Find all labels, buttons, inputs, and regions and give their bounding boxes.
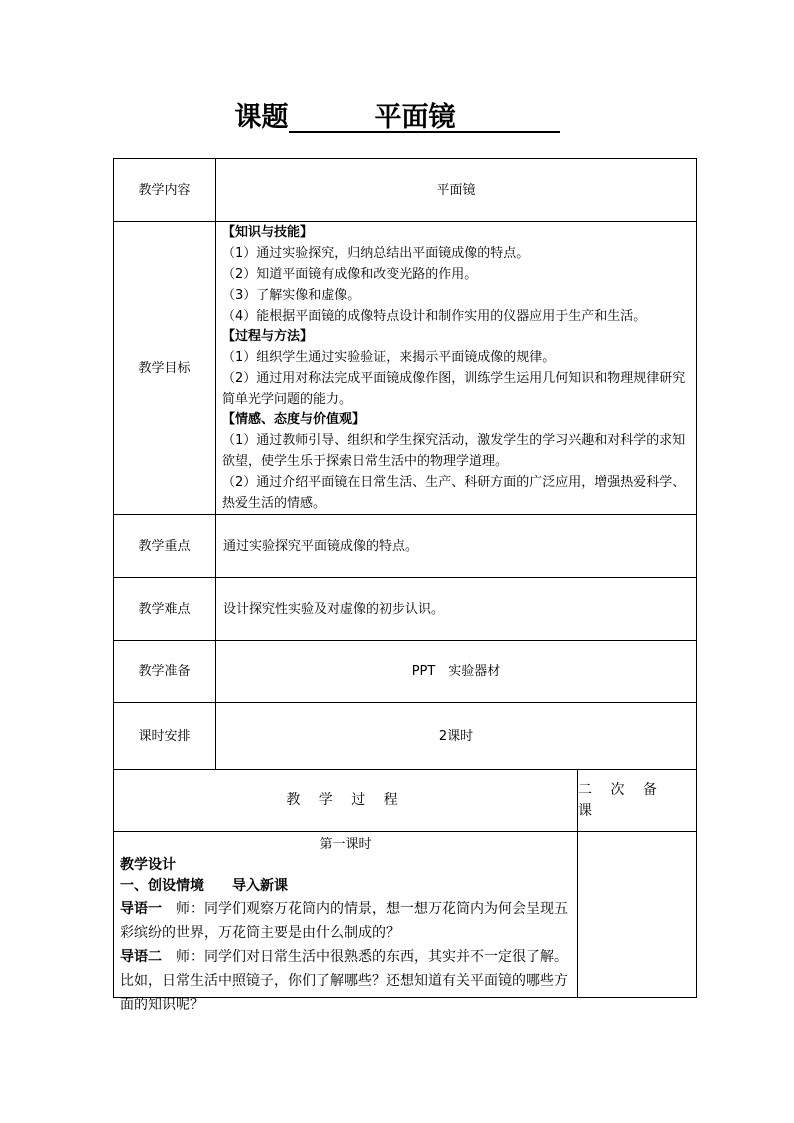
page-title (0, 98, 794, 138)
goals-item: （1）通过实验探究，归纳总结出平面镜成像的特点。 (222, 246, 530, 261)
goals-item: （2）通过介绍平面镜在日常生活、生产、科研方面的广泛应用，增强热爱科学、热爱生活的情感。 (222, 475, 686, 511)
intro-two-text: 师：同学们对日常生活中很熟悉的东西，其实并不一定很了解。比如，日常生活中照镜子，你们了解哪些？还想知道有关平面镜的哪些方面的知识呢？ (120, 949, 568, 1013)
title-underline-left (289, 98, 375, 133)
intro-one-text: 师：同学们观察万花筒内的情景，想一想万花筒内为何会呈现五彩缤纷的世界，万花筒主要是由什么制成的？ (120, 901, 568, 941)
prep-label: 教学准备 (138, 664, 191, 679)
goals-item: （2）知道平面镜有成像和改变光路的作用。 (222, 267, 478, 282)
content-value: 平面镜 (436, 182, 476, 198)
design-heading: 教学设计 (120, 857, 176, 873)
goals-content (216, 222, 696, 514)
goals-item: （1）通过教师引导、组织和学生探究活动，激发学生的学习兴趣和对科学的求知欲望，使学生乐于探索日常生活中的物理学道理。 (222, 433, 686, 469)
keypoint-label: 教学重点 (138, 538, 191, 554)
intro-two-label: 导语二 (120, 949, 162, 965)
title-underline-right (456, 98, 560, 133)
section-heading: 一、创设情境 导入新课 (120, 878, 288, 894)
process-content (114, 832, 577, 1013)
goals-item: （2）通过用对称法完成平面镜成像作图，训练学生运用几何知识和物理规律研究简单光学问题的能力。 (222, 371, 686, 407)
goals-label: 教学目标 (138, 360, 191, 376)
lesson-plan-table (113, 158, 697, 1013)
second-prep-notes (578, 832, 696, 998)
goals-item: （4）能根据平面镜的成像特点设计和制作实用的仪器应用于生产和生活。 (222, 309, 647, 324)
second-prep-header: 二 次 备 课 (578, 781, 664, 819)
goals-heading-attitude: 【情感、态度与价值观】 (222, 412, 366, 427)
keypoint-value: 通过实验探究平面镜成像的特点。 (223, 538, 419, 554)
difficulty-value: 设计探究性实验及对虚像的初步认识。 (223, 601, 445, 617)
schedule-label: 课时安排 (138, 728, 191, 744)
goals-heading-process: 【过程与方法】 (222, 329, 314, 344)
schedule-value: 2课时 (438, 728, 474, 744)
title-topic: 平面镜 (375, 98, 456, 133)
content-label: 教学内容 (138, 182, 191, 198)
difficulty-label: 教学难点 (138, 601, 191, 617)
intro-two (120, 945, 571, 1017)
goals-item: （1）组织学生通过实验验证，来揭示平面镜成像的规律。 (222, 350, 556, 365)
goals-heading-knowledge: 【知识与技能】 (222, 225, 314, 240)
lesson-number: 第一课时 (319, 837, 372, 852)
intro-one (120, 897, 571, 945)
goals-item: （3）了解实像和虚像。 (222, 288, 361, 303)
prep-value: PPT 实验器材 (411, 664, 501, 679)
title-prefix: 课题 (234, 102, 289, 133)
intro-one-label: 导语一 (120, 901, 162, 917)
process-header: 教 学 过 程 (286, 792, 405, 808)
